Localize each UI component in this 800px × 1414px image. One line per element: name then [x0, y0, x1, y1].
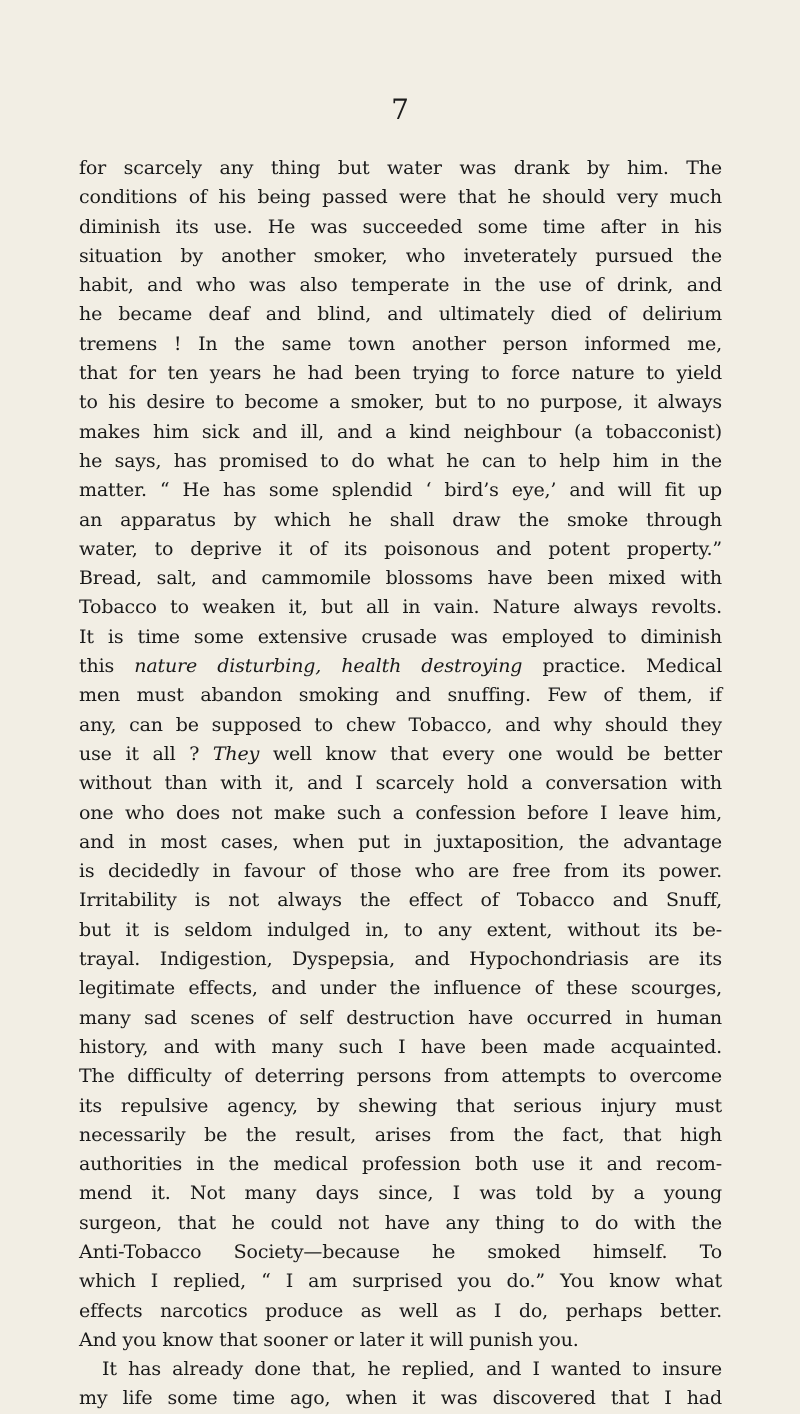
text-line: he became deaf and blind, and ultimately died of delirium	[79, 303, 722, 326]
text-line: my life some time ago, when it was discovered that I had	[79, 1387, 722, 1410]
text-line: to his desire to become a smoker, but to no purpose, it always	[79, 391, 722, 414]
text-line: habit, and who was also temperate in the use of drink, and	[79, 274, 722, 297]
text-line: It is time some extensive crusade was employed to diminish	[79, 625, 722, 648]
text-line: is decidedly in favour of those who are free from its power.	[79, 860, 722, 883]
text-line: that for ten years he had been trying to force nature to yield	[79, 362, 722, 385]
italic-phrase: nature disturbing, health destroying	[134, 655, 523, 678]
text-segment: this	[79, 655, 135, 678]
text-line: many sad scenes of self destruction have occurred in human	[79, 1006, 722, 1029]
text-line: he says, has promised to do what he can to help him in the	[79, 449, 722, 472]
text-line: any, can be supposed to chew Tobacco, and why should they	[79, 713, 722, 736]
text-line: water, to deprive it of its poisonous and potent property.”	[79, 537, 722, 560]
text-line-with-italics	[79, 652, 722, 681]
text-line: trayal. Indigestion, Dyspepsia, and Hypochondriasis are its	[79, 948, 722, 971]
text-line: men must abandon smoking and snuffing. Few of them, if	[79, 684, 722, 707]
page-number: 7	[391, 93, 409, 126]
text-line: diminish its use. He was succeeded some time after in his	[79, 215, 722, 238]
text-line: history, and with many such I have been made acquainted.	[79, 1035, 722, 1058]
text-line: Tobacco to weaken it, but all in vain. Nature always revolts.	[79, 596, 722, 619]
text-line: legitimate effects, and under the influence of these scourges,	[79, 977, 722, 1000]
text-line: authorities in the medical profession both use it and recom-	[79, 1153, 722, 1176]
text-line: Irritability is not always the effect of Tobacco and Snuff,	[79, 889, 722, 912]
text-line: surgeon, that he could not have any thing to do with the	[79, 1211, 722, 1234]
text-line: conditions of his being passed were that he should very much	[79, 186, 722, 209]
text-line: but it is seldom indulged in, to any extent, without its be-	[79, 918, 722, 941]
text-line: one who does not make such a confession before I leave him,	[79, 801, 722, 824]
text-line: The difficulty of deterring persons from attempts to overcome	[79, 1065, 722, 1088]
text-segment: well know that every one would be better	[259, 742, 722, 765]
text-line: mend it. Not many days since, I was told by a young	[79, 1182, 722, 1205]
text-line-with-italics	[79, 740, 722, 769]
text-line: and in most cases, when put in juxtaposition, the advantage	[79, 830, 722, 853]
text-line: It has already done that, he replied, and I wanted to insure	[102, 1358, 722, 1381]
text-line: tremens ! In the same town another person informed me,	[79, 332, 722, 355]
text-line: Anti-Tobacco Society—because he smoked himself. To	[79, 1240, 722, 1263]
text-line: without than with it, and I scarcely hold a conversation with	[79, 772, 722, 795]
text-line: effects narcotics produce as well as I do, perhaps better.	[79, 1299, 722, 1322]
text-line: makes him sick and ill, and a kind neighbour (a tobacconist)	[79, 420, 722, 443]
text-line: which I replied, “ I am surprised you do.” You know what	[79, 1270, 722, 1293]
text-line: its repulsive agency, by shewing that serious injury must	[79, 1094, 722, 1117]
body-text	[79, 154, 722, 1414]
text-line: situation by another smoker, who inveterately pursued the	[79, 244, 722, 267]
text-line: for scarcely any thing but water was drank by him. The	[79, 157, 722, 179]
text-line: Bread, salt, and cammomile blossoms have been mixed with	[79, 567, 722, 590]
italic-word: They	[212, 742, 260, 765]
text-line: an apparatus by which he shall draw the smoke through	[79, 508, 722, 531]
text-line: necessarily be the result, arises from the fact, that high	[79, 1123, 722, 1146]
text-line: matter. “ He has some splendid ‘ bird’s eye,’ and will fit up	[79, 479, 722, 502]
text-line: And you know that sooner or later it will punish you.	[79, 1328, 579, 1351]
text-segment: use it all ?	[79, 742, 213, 765]
text-segment: practice. Medical	[522, 655, 723, 678]
